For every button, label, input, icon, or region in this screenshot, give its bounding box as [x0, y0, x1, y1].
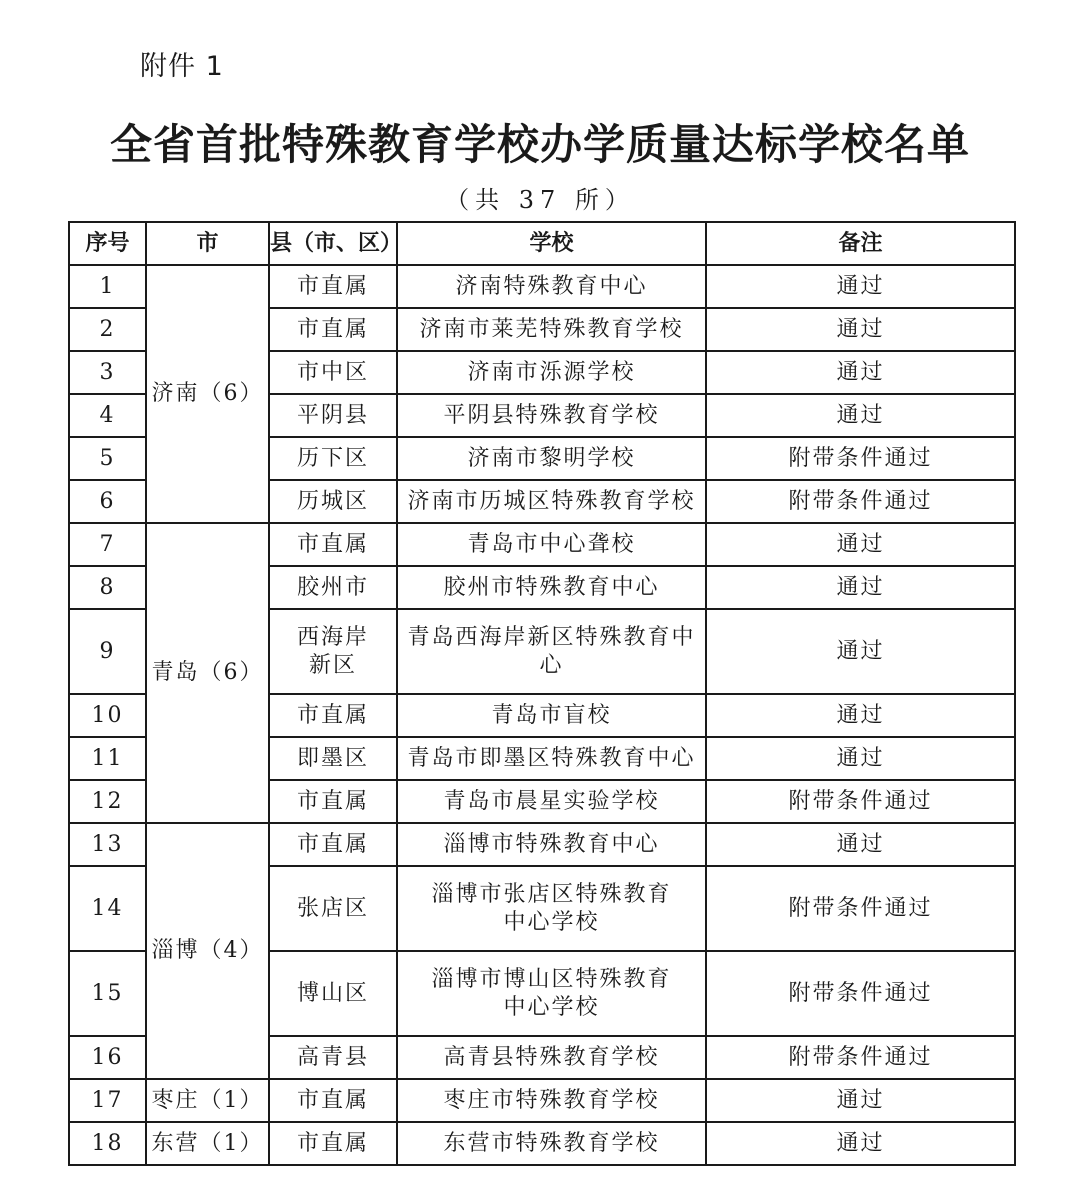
county-cell: 胶州市 — [269, 566, 397, 609]
row-seq: 9 — [69, 609, 146, 694]
school-cell: 枣庄市特殊教育学校 — [397, 1079, 706, 1122]
row-seq: 10 — [69, 694, 146, 737]
note-cell: 通过 — [706, 523, 1015, 566]
school-cell: 青岛市中心聋校 — [397, 523, 706, 566]
document-title: 全省首批特殊教育学校办学质量达标学校名单 — [109, 120, 970, 169]
row-seq: 17 — [69, 1079, 146, 1122]
school-cell: 淄博市特殊教育中心 — [397, 823, 706, 866]
table-row — [69, 523, 1015, 566]
county-cell: 历下区 — [269, 437, 397, 480]
city-cell: 淄博（4） — [146, 823, 269, 1079]
table-row — [69, 823, 1015, 866]
note-cell: 通过 — [706, 566, 1015, 609]
county-cell: 平阴县 — [269, 394, 397, 437]
header-county: 县（市、区） — [269, 222, 397, 265]
note-cell: 通过 — [706, 694, 1015, 737]
school-cell: 青岛西海岸新区特殊教育中心 — [397, 609, 706, 694]
city-cell: 枣庄（1） — [146, 1079, 269, 1122]
county-cell: 西海岸 新区 — [269, 609, 397, 694]
row-seq: 3 — [69, 351, 146, 394]
note-cell: 通过 — [706, 609, 1015, 694]
school-cell: 济南特殊教育中心 — [397, 265, 706, 308]
note-cell: 通过 — [706, 394, 1015, 437]
school-list-table — [68, 221, 1016, 1166]
table-row — [69, 1122, 1015, 1165]
county-cell: 高青县 — [269, 1036, 397, 1079]
note-cell: 通过 — [706, 351, 1015, 394]
county-cell: 市直属 — [269, 1079, 397, 1122]
header-note: 备注 — [706, 222, 1015, 265]
school-cell: 淄博市博山区特殊教育 中心学校 — [397, 951, 706, 1036]
city-cell: 东营（1） — [146, 1122, 269, 1165]
county-cell: 市直属 — [269, 308, 397, 351]
row-seq: 13 — [69, 823, 146, 866]
county-cell: 市中区 — [269, 351, 397, 394]
city-cell: 济南（6） — [146, 265, 269, 523]
note-cell: 通过 — [706, 265, 1015, 308]
attachment-label: 附件 1 — [140, 51, 224, 82]
row-seq: 7 — [69, 523, 146, 566]
note-cell: 附带条件通过 — [706, 437, 1015, 480]
table-row — [69, 265, 1015, 308]
row-seq: 12 — [69, 780, 146, 823]
note-cell: 附带条件通过 — [706, 780, 1015, 823]
county-cell: 张店区 — [269, 866, 397, 951]
county-cell: 市直属 — [269, 823, 397, 866]
table-header-row — [69, 222, 1015, 265]
row-seq: 15 — [69, 951, 146, 1036]
school-cell: 平阴县特殊教育学校 — [397, 394, 706, 437]
note-cell: 附带条件通过 — [706, 951, 1015, 1036]
county-cell: 市直属 — [269, 780, 397, 823]
school-cell: 青岛市即墨区特殊教育中心 — [397, 737, 706, 780]
school-cell: 青岛市晨星实验学校 — [397, 780, 706, 823]
header-school: 学校 — [397, 222, 706, 265]
row-seq: 16 — [69, 1036, 146, 1079]
school-cell: 济南市莱芜特殊教育学校 — [397, 308, 706, 351]
county-cell: 市直属 — [269, 694, 397, 737]
note-cell: 附带条件通过 — [706, 1036, 1015, 1079]
county-cell: 市直属 — [269, 523, 397, 566]
table-row — [69, 1079, 1015, 1122]
school-cell: 济南市泺源学校 — [397, 351, 706, 394]
school-cell: 济南市历城区特殊教育学校 — [397, 480, 706, 523]
row-seq: 8 — [69, 566, 146, 609]
note-cell: 附带条件通过 — [706, 480, 1015, 523]
row-seq: 6 — [69, 480, 146, 523]
county-cell: 博山区 — [269, 951, 397, 1036]
row-seq: 4 — [69, 394, 146, 437]
school-cell: 济南市黎明学校 — [397, 437, 706, 480]
note-cell: 通过 — [706, 1079, 1015, 1122]
school-cell: 高青县特殊教育学校 — [397, 1036, 706, 1079]
row-seq: 1 — [69, 265, 146, 308]
note-cell: 通过 — [706, 1122, 1015, 1165]
note-cell: 通过 — [706, 823, 1015, 866]
school-cell: 东营市特殊教育学校 — [397, 1122, 706, 1165]
county-cell: 历城区 — [269, 480, 397, 523]
row-seq: 18 — [69, 1122, 146, 1165]
row-seq: 14 — [69, 866, 146, 951]
note-cell: 附带条件通过 — [706, 866, 1015, 951]
note-cell: 通过 — [706, 737, 1015, 780]
county-cell: 市直属 — [269, 265, 397, 308]
document-subtitle: （共 37 所） — [445, 186, 635, 214]
school-cell: 青岛市盲校 — [397, 694, 706, 737]
header-seq: 序号 — [69, 222, 146, 265]
header-city: 市 — [146, 222, 269, 265]
note-cell: 通过 — [706, 308, 1015, 351]
school-cell: 淄博市张店区特殊教育 中心学校 — [397, 866, 706, 951]
row-seq: 2 — [69, 308, 146, 351]
row-seq: 5 — [69, 437, 146, 480]
row-seq: 11 — [69, 737, 146, 780]
county-cell: 市直属 — [269, 1122, 397, 1165]
city-cell: 青岛（6） — [146, 523, 269, 823]
county-cell: 即墨区 — [269, 737, 397, 780]
school-cell: 胶州市特殊教育中心 — [397, 566, 706, 609]
